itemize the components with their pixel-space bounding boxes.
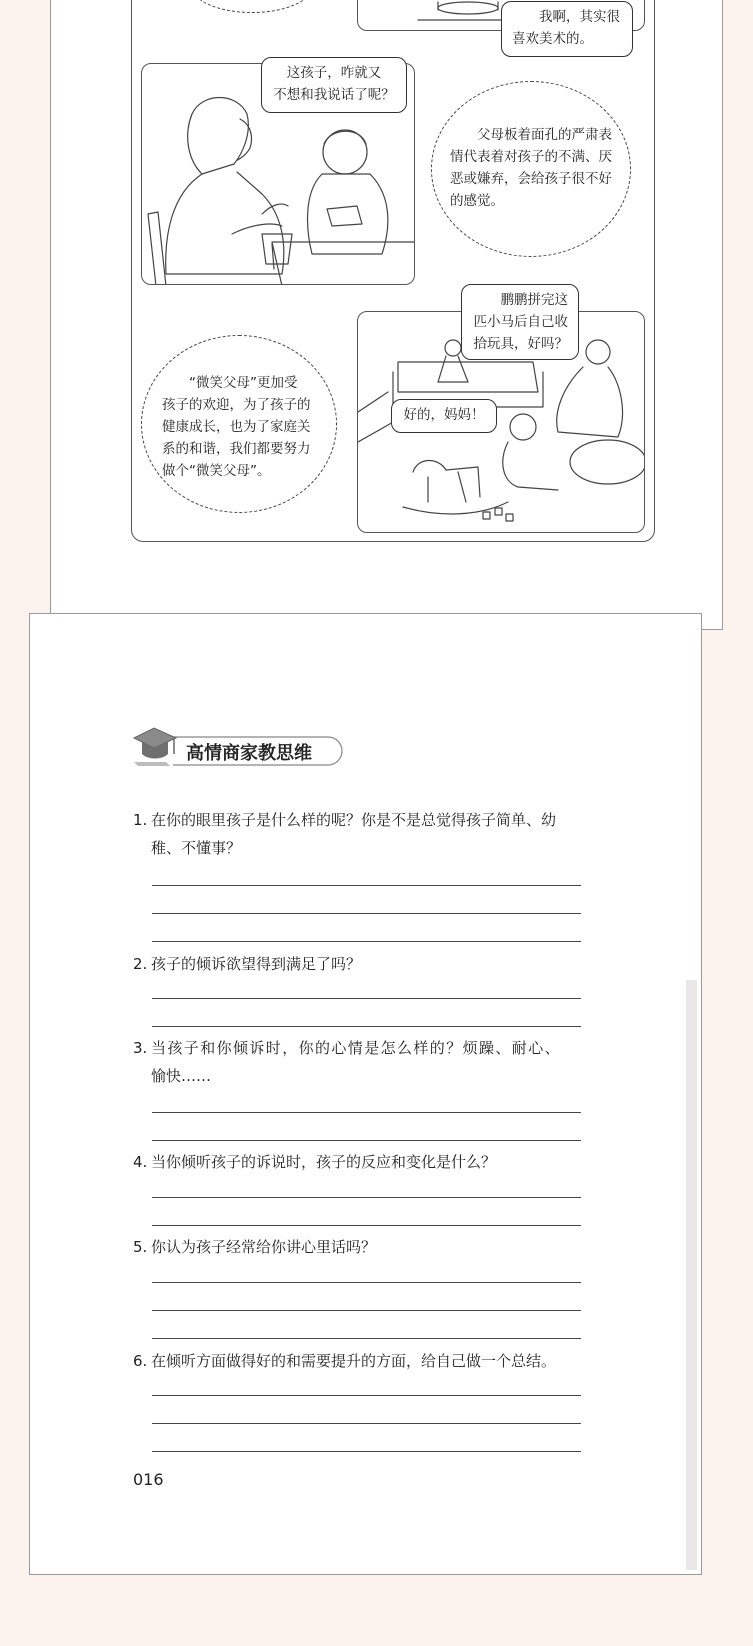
answer-line[interactable] [152, 1451, 581, 1452]
section-title: 高情商家教思维 [186, 743, 312, 764]
answer-line[interactable] [152, 1140, 581, 1141]
speech-bubble-art: 我啊，其实很喜欢美术的。 [501, 1, 633, 57]
note-line: 做个“微笑父母”。 [162, 463, 271, 479]
graduation-cap-icon [130, 724, 180, 768]
answer-line[interactable] [152, 1282, 581, 1283]
note-serious-face [431, 81, 631, 257]
question-4: 4. 当你倾听孩子的诉说时，孩子的反应和变化是什么？ [133, 1153, 497, 1171]
note-line: 的感觉。 [450, 193, 504, 209]
question-1: 1. 在你的眼里孩子是什么样的呢？你是不是总觉得孩子简单、幼 稚、不懂事？ [133, 811, 557, 857]
note-line: 孩子的欢迎，为了孩子的 [162, 397, 311, 413]
speech-bubble-mother: 这孩子，咋就又 不想和我说话了呢？ [261, 57, 407, 113]
question-3: 3. 当孩子和你倾诉时，你的心情是怎么样的？烦躁、耐心、 愉快…… [133, 1039, 562, 1085]
question-5: 5. 你认为孩子经常给你讲心里话吗？ [133, 1238, 377, 1256]
answer-line[interactable] [152, 1310, 581, 1311]
answer-line[interactable] [152, 1338, 581, 1339]
note-line: 情代表着对孩子的不满、厌 [450, 149, 612, 165]
speech-bubble-child-reply: 好的，妈妈！ [391, 399, 497, 433]
answer-line[interactable] [152, 1112, 581, 1113]
answer-line[interactable] [152, 1026, 581, 1027]
answer-line[interactable] [152, 1395, 581, 1396]
page-number: 016 [133, 1470, 164, 1489]
scrollbar[interactable] [686, 980, 697, 1570]
answer-line[interactable] [152, 1197, 581, 1198]
answer-line[interactable] [152, 1225, 581, 1226]
note-line: 父母板着面孔的严肃表 [477, 127, 612, 143]
note-line: 恶或嫌弃，会给孩子很不好 [450, 171, 612, 187]
answer-line[interactable] [152, 941, 581, 942]
question-6: 6. 在倾听方面做得好的和需要提升的方面，给自己做一个总结。 [133, 1352, 557, 1370]
answer-line[interactable] [152, 1423, 581, 1424]
question-2: 2. 孩子的倾诉欲望得到满足了吗？ [133, 955, 362, 973]
answer-line[interactable] [152, 913, 581, 914]
answer-line[interactable] [152, 885, 581, 886]
answer-line[interactable] [152, 998, 581, 999]
note-smiling-parents [141, 335, 337, 513]
note-line: 健康成长，也为了家庭关 [162, 419, 311, 435]
note-line: 系的和谐，我们都要努力 [162, 441, 311, 457]
note-line: “微笑父母”更加受 [189, 375, 298, 391]
speech-bubble-tidy-toys: 鹏鹏拼完这 匹小马后自己收 拾玩具，好吗？ [461, 284, 579, 360]
comic-page [50, 0, 723, 630]
